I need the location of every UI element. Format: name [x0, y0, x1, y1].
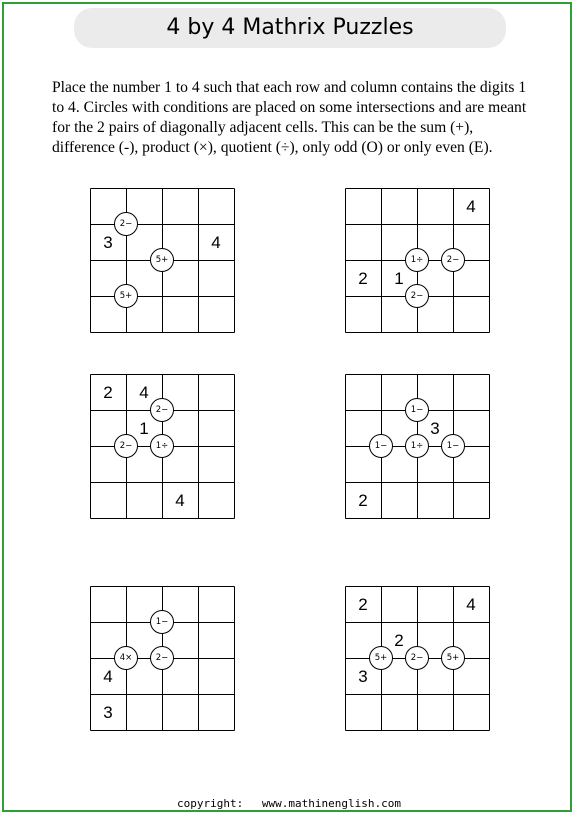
- clue-circle: 2−: [405, 646, 429, 670]
- given-number: 4: [466, 197, 476, 216]
- given-number: 4: [175, 491, 185, 510]
- given-number: 4: [211, 233, 221, 252]
- clue-circle: 1÷: [150, 434, 174, 458]
- clue-circle: 5+: [114, 284, 138, 308]
- clue-circle: 2−: [150, 398, 174, 422]
- puzzle-6: [345, 586, 489, 730]
- puzzle-3: [90, 374, 234, 518]
- given-number: 2: [394, 631, 404, 650]
- clue-circle: 1÷: [405, 434, 429, 458]
- given-number: 4: [103, 667, 113, 686]
- puzzle-2: [345, 188, 489, 332]
- puzzle-1: [90, 188, 234, 332]
- given-number: 2: [358, 269, 368, 288]
- given-number: 3: [358, 667, 368, 686]
- website-link[interactable]: www.mathinenglish.com: [261, 797, 401, 810]
- given-number: 2: [103, 383, 113, 402]
- footer: [0, 797, 578, 810]
- clue-circle: 2−: [405, 284, 429, 308]
- given-number: 3: [430, 419, 440, 438]
- clue-circle: 5+: [150, 248, 174, 272]
- clue-circle: 1÷: [405, 248, 429, 272]
- given-number: 3: [103, 233, 113, 252]
- copyright-label: copyright:: [177, 797, 244, 810]
- given-number: 4: [139, 383, 149, 402]
- clue-circle: 2−: [114, 434, 138, 458]
- clue-circle: 2−: [114, 212, 138, 236]
- clue-circle: 1−: [441, 434, 465, 458]
- clue-circle: 2−: [150, 646, 174, 670]
- puzzle-5: [90, 586, 234, 730]
- given-number: 2: [358, 595, 368, 614]
- puzzle-4: [345, 374, 489, 518]
- clue-circle: 2−: [441, 248, 465, 272]
- clue-circle: 1−: [405, 398, 429, 422]
- clue-circle: 5+: [369, 646, 393, 670]
- instructions: Place the number 1 to 4 such that each row and column contains the digits 1 to 4. Circles with conditions are placed on some intersections and are meant for the 2 pairs of diagonally adjacent cells. This can be the sum (+), difference (-), product (×), quotient (÷), only odd (O) or only even (E).: [52, 79, 527, 156]
- clue-circle: 4×: [114, 646, 138, 670]
- given-number: 3: [103, 703, 113, 722]
- given-number: 2: [358, 491, 368, 510]
- given-number: 1: [394, 269, 404, 288]
- clue-circle: 5+: [441, 646, 465, 670]
- clue-circle: 1−: [150, 610, 174, 634]
- page-title: 4 by 4 Mathrix Puzzles: [166, 15, 414, 40]
- clue-circle: 1−: [369, 434, 393, 458]
- given-number: 4: [466, 595, 476, 614]
- given-number: 1: [139, 419, 149, 438]
